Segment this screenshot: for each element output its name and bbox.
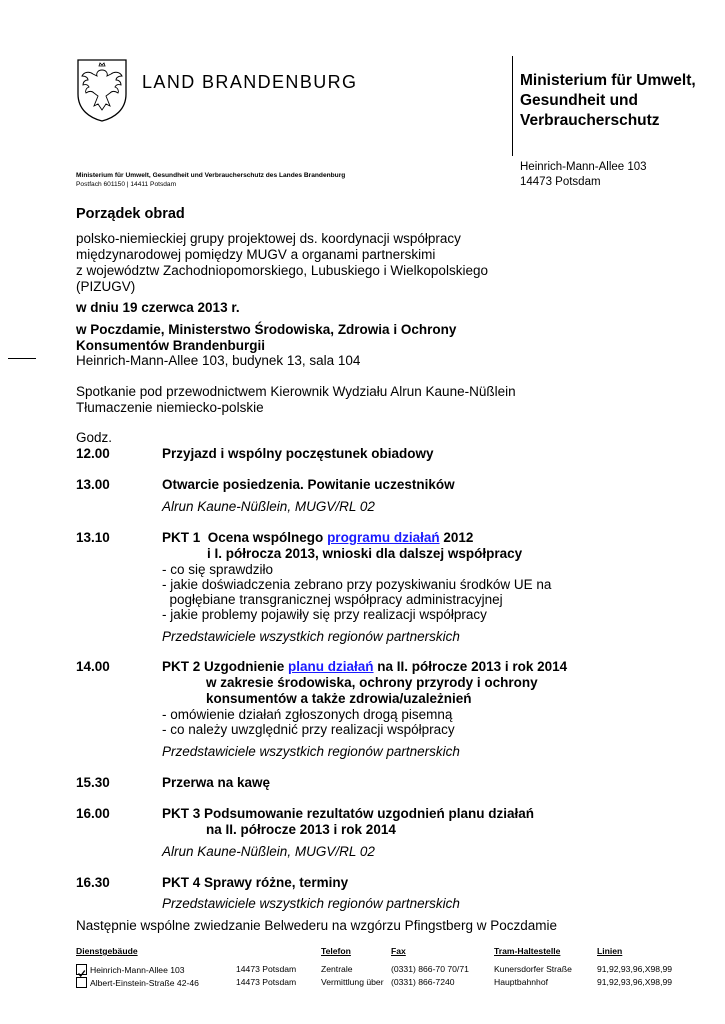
item-title: PKT 3 Podsumowanie rezultatów uzgodnień planu działań [162,806,535,821]
item-time: 15.30 [76,775,110,790]
item-time: 16.00 [76,806,110,821]
item-title-cont: konsumentów a także zdrowia/uzależnień [206,691,472,706]
item-title: Otwarcie posiedzenia. Powitanie uczestników [162,477,455,492]
item-title: PKT 2 Uzgodnienie planu działań na II. półrocze 2013 i rok 2014 [162,659,568,674]
footer-fax: (0331) 866-70 70/71 [391,964,469,974]
footer-building: Heinrich-Mann-Allee 103 [90,965,185,975]
footer-fax: (0331) 866-7240 [391,977,455,987]
item-time: 14.00 [76,659,110,674]
footer-lines: 91,92,93,96,X98,99 [597,977,673,987]
intro-line: z województw Zachodniopomorskiego, Lubuskiego i Wielkopolskiego [76,263,488,278]
item-time: 12.00 [76,446,110,461]
translation-note: Tłumaczenie niemiecko-polskie [76,400,264,415]
intro-line: międzynarodowej pomiędzy MUGV a organami partnerskimi [76,247,436,262]
plan-link[interactable]: planu działań [288,659,374,674]
closing-note: Następnie wspólne zwiedzanie Belwederu na wzgórzu Pfingstberg w Poczdamie [76,918,558,933]
footer-tram: Hauptbahnhof [494,977,548,987]
item-title: Przerwa na kawę [162,775,271,790]
item-time: 13.00 [76,477,110,492]
item-presenter: Alrun Kaune-Nüßlein, MUGV/RL 02 [162,844,375,859]
footer-header-fax: Fax [391,946,406,956]
bullet-item: - jakie doświadczenia zebrano przy pozyskiwaniu środków UE na [162,577,552,592]
item-presenter: Przedstawiciele wszystkich regionów partnerskich [162,896,460,911]
footer-header-building: Dienstgebäude [76,946,138,956]
sender-address: Ministerium für Umwelt, Gesundheit und Verbraucherschutz des Landes Brandenburg Postfach 601150 | 14411 Potsdam [76,172,346,188]
item-title-cont: i I. półrocza 2013, wnioski dla dalszej współpracy [207,546,523,561]
item-title-cont: na II. półrocze 2013 i rok 2014 [206,822,396,837]
item-title: PKT 1 Ocena wspólnego programu działań 2012 [162,530,474,545]
fold-mark [8,358,36,359]
footer-header-phone: Telefon [321,946,351,956]
bullet-item: - jakie problemy pojawiły się przy realizacji współpracy [162,607,487,622]
header-divider [512,56,513,156]
unchecked-box-icon [76,977,87,988]
ministry-name: Ministerium für Umwelt, Gesundheit und Verbraucherschutz [520,72,696,129]
item-title: Przyjazd i wspólny poczęstunek obiadowy [162,446,434,461]
footer-lines: 91,92,93,96,X98,99 [597,964,673,974]
item-title: PKT 4 Sprawy różne, terminy [162,875,349,890]
footer-phone: Vermittlung über [321,977,384,987]
program-link[interactable]: programu działań [327,530,440,545]
footer-building: Albert-Einstein-Straße 42-46 [90,978,199,988]
meeting-address: Heinrich-Mann-Allee 103, budynek 13, sala 104 [76,353,361,368]
item-time: 16.30 [76,875,110,890]
item-presenter: Przedstawiciele wszystkich regionów partnerskich [162,744,460,759]
bullet-item: - omówienie działań zgłoszonych drogą pisemną [162,707,453,722]
footer-header-tram: Tram-Haltestelle [494,946,561,956]
footer-city: 14473 Potsdam [236,964,297,974]
brandenburg-eagle-crest-icon [76,58,128,122]
footer-phone: Zentrale [321,964,353,974]
chair-note: Spotkanie pod przewodnictwem Kierownik Wydziału Alrun Kaune-Nüßlein [76,384,516,399]
intro-line: polsko-niemieckiej grupy projektowej ds. koordynacji współpracy [76,231,461,246]
item-presenter: Alrun Kaune-Nüßlein, MUGV/RL 02 [162,499,375,514]
bullet-item: - co się sprawdziło [162,562,274,577]
ministry-address: Heinrich-Mann-Allee 103 14473 Potsdam [520,161,647,188]
item-presenter: Przedstawiciele wszystkich regionów partnerskich [162,629,460,644]
meeting-place: w Poczdamie, Ministerstwo Środowiska, Zdrowia i Ochrony [76,322,457,337]
footer-city: 14473 Potsdam [236,977,297,987]
footer-tram: Kunersdorfer Straße [494,964,572,974]
item-time: 13.10 [76,530,110,545]
time-label: Godz. [76,430,113,445]
intro-line: (PIZUGV) [76,279,136,294]
agenda-title: Porządek obrad [76,206,185,222]
meeting-place: Konsumentów Brandenburgii [76,338,265,353]
state-name: LAND BRANDENBURG [142,72,358,92]
bullet-item: - co należy uwzględnić przy realizacji współpracy [162,722,455,737]
bullet-item: pogłębiane transgranicznej współpracy administracyjnej [162,592,503,607]
footer-header-lines: Linien [597,946,623,956]
checked-box-icon [76,964,87,975]
item-title-cont: w zakresie środowiska, ochrony przyrody i ochrony [206,675,538,690]
meeting-date: w dniu 19 czerwca 2013 r. [76,300,240,315]
